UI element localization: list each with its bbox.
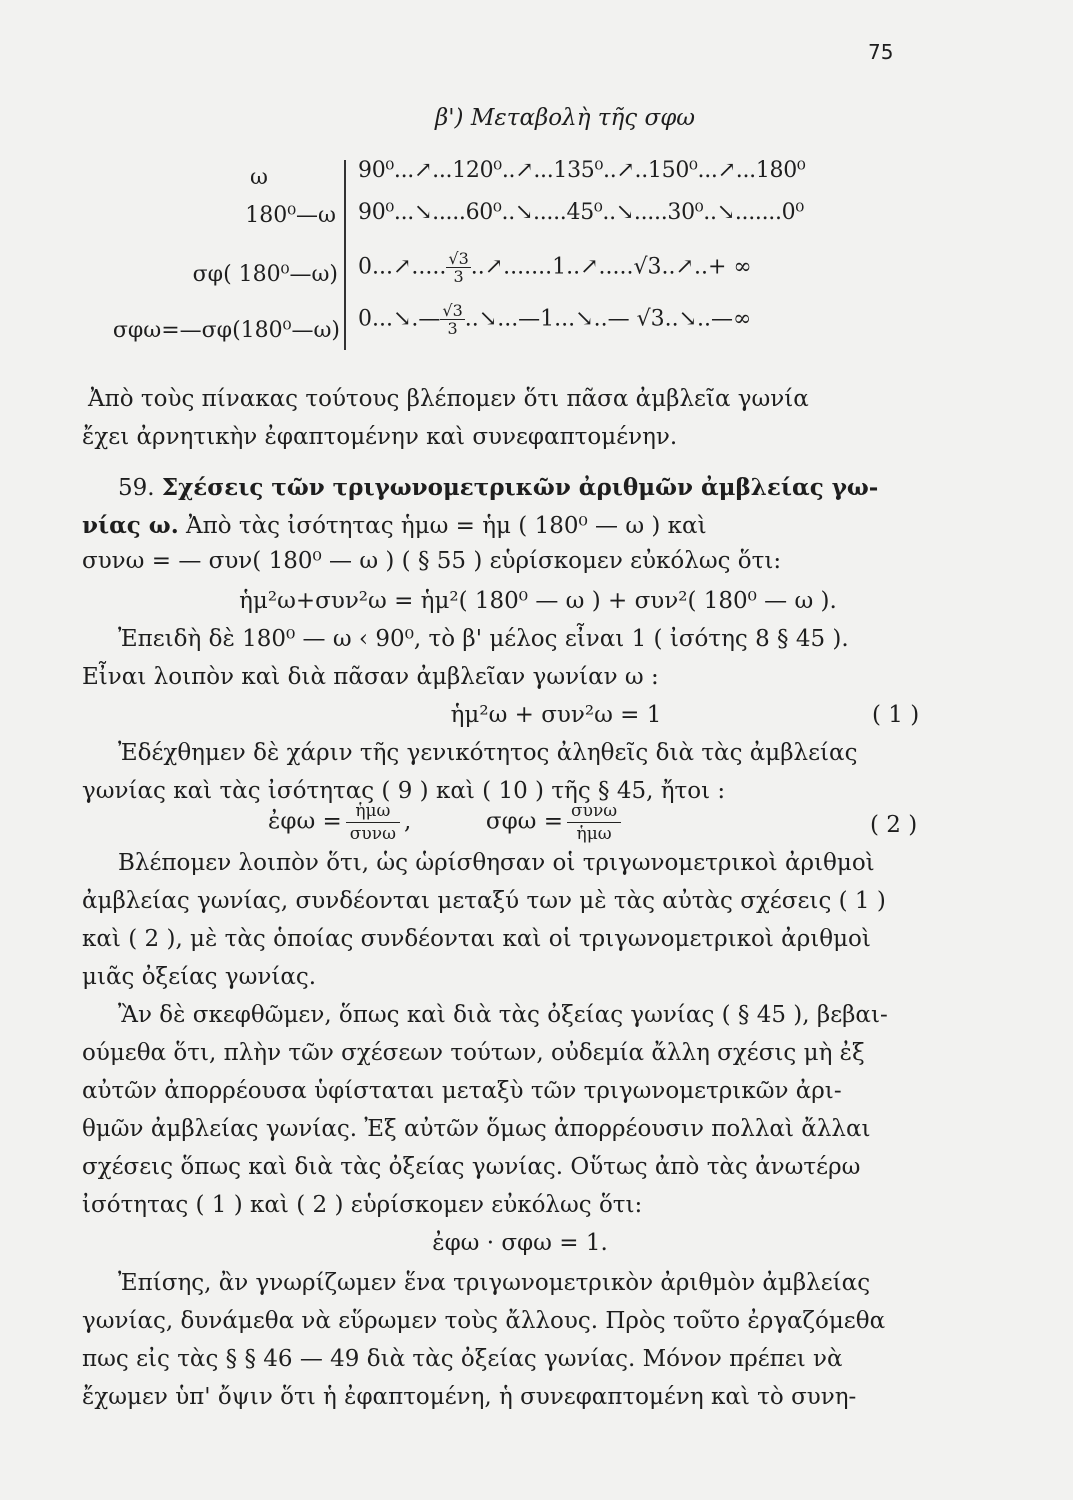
text-line: καὶ ( 2 ), μὲ τὰς ὁποίας συνδέονται καὶ οἱ τριγωνομετρικοὶ ἀριθμοὶ	[82, 926, 871, 952]
text-line: ἀμβλείας γωνίας, συνδέονται μεταξύ των μὲ τὰς αὐτὰς σχέσεις ( 1 )	[82, 888, 886, 914]
table-row-label-omega: ω	[250, 165, 268, 190]
section-title-cont: νίας ω.	[82, 512, 179, 539]
table-row-values-cot-omega	[358, 302, 751, 337]
table-row-values-omega: 90⁰...↗...120⁰..↗...135⁰..↗..150⁰...↗...180⁰	[358, 158, 806, 183]
text-line: Ἀπὸ τοὺς πίνακας τούτους βλέπομεν ὅτι πᾶσα ἀμβλεῖα γωνία	[88, 386, 809, 412]
equation-2: ἐφω = ἡμω συνω , σφω = συνω ἡμω	[268, 800, 625, 845]
text-line: νίας ω. Ἀπὸ τὰς ἰσότητας ἡμω = ἡμ ( 180⁰ — ω ) καὶ	[82, 512, 707, 539]
text-line: μιᾶς ὀξείας γωνίας.	[82, 964, 317, 990]
table-row-values-cot-180	[358, 250, 752, 285]
sqrt3-over-3-fraction: $\frac{√3}{3}$	[442, 301, 463, 338]
table-divider	[344, 160, 346, 350]
text-line: γωνίας, δυνάμεθα νὰ εὕρωμεν τοὺς ἄλλους. Πρὸς τοῦτο ἐργαζόμεθα	[82, 1308, 886, 1334]
values-start: 0...↗.....	[358, 254, 447, 280]
text-line: σχέσεις ὅπως καὶ διὰ τὰς ὀξείας γωνίας. Οὕτως ἀπὸ τὰς ἀνωτέρω	[82, 1154, 861, 1180]
equation-identity: ἡμ²ω+συν²ω = ἡμ²( 180⁰ — ω ) + συν²( 180⁰ — ω ).	[239, 588, 837, 614]
text-line: Ἐπειδὴ δὲ 180⁰ — ω ‹ 90⁰, τὸ β' μέλος εἶναι 1 ( ἰσότης 8 § 45 ).	[118, 626, 849, 652]
text-line: συνω = — συν( 180⁰ — ω ) ( § 55 ) εὑρίσκομεν εὐκόλως ὅτι:	[82, 548, 782, 574]
text-line: Βλέπομεν λοιπὸν ὅτι, ὡς ὡρίσθησαν οἱ τριγωνομετρικοὶ ἀριθμοὶ	[118, 850, 875, 876]
text-line: θμῶν ἀμβλείας γωνίας. Ἐξ αὐτῶν ὅμως ἀπορρέουσιν πολλαὶ ἄλλαι	[82, 1116, 871, 1142]
text-line: Εἶναι λοιπὸν καὶ διὰ πᾶσαν ἀμβλεῖαν γωνίαν ω :	[82, 664, 659, 690]
tan-fraction: ἡμω συνω	[346, 800, 400, 845]
equation-1-number: ( 1 )	[872, 702, 920, 728]
section-title: Σχέσεις τῶν τριγωνομετρικῶν ἀριθμῶν ἀμβλείας γω-	[161, 474, 879, 501]
text-line: αὐτῶν ἀπορρέουσα ὑφίσταται μεταξὺ τῶν τριγωνομετρικῶν ἀρι-	[82, 1078, 842, 1104]
values-end: ..↗.......1..↗.....√3..↗..+ ∞	[470, 254, 752, 280]
sqrt3-over-3-fraction: $\frac{√3}{3}$	[448, 249, 469, 286]
values-start: 0...↘.—	[358, 306, 441, 332]
text-line: ἔχει ἀρνητικὴν ἐφαπτομένην καὶ συνεφαπτομένην.	[82, 424, 678, 450]
text-line: Ἐδέχθημεν δὲ χάριν τῆς γενικότητος ἀληθεῖς διὰ τὰς ἀμβλείας	[118, 740, 858, 766]
equation-2-number: ( 2 )	[870, 812, 918, 838]
text-line: Ἐπίσης, ἂν γνωρίζωμεν ἕνα τριγωνομετρικὸν ἀριθμὸν ἀμβλείας	[118, 1270, 871, 1296]
text-line: ἔχωμεν ὑπ' ὄψιν ὅτι ἡ ἐφαπτομένη, ἡ συνεφαπτομένη καὶ τὸ συνη-	[82, 1384, 857, 1410]
text-line: ούμεθα ὅτι, πλὴν τῶν σχέσεων τούτων, οὐδεμία ἄλλη σχέσις μὴ ἐξ	[82, 1040, 865, 1066]
table-title: β') Μεταβολὴ τῆς σφω	[434, 105, 696, 131]
text-line: πως εἰς τὰς § § 46 — 49 διὰ τὰς ὀξείας γωνίας. Μόνον πρέπει νὰ	[82, 1346, 843, 1372]
equation-1: ἡμ²ω + συν²ω = 1	[450, 702, 662, 728]
section-heading	[118, 474, 878, 501]
table-row-label-cot-omega: σφω=—σφ(180⁰—ω)	[112, 318, 340, 343]
table-row-values-180-minus-omega: 90⁰...↘.....60⁰..↘.....45⁰..↘.....30⁰..↘.......0⁰	[358, 200, 804, 225]
page-number: 75	[868, 40, 894, 64]
table-row-label-cot-180: σφ( 180⁰—ω)	[192, 262, 338, 287]
values-end: ..↘...—1...↘..— √3..↘..—∞	[464, 306, 752, 332]
equation-3: ἐφω · σφω = 1.	[432, 1230, 608, 1256]
section-number: 59.	[118, 475, 155, 501]
cot-fraction: συνω ἡμω	[567, 800, 621, 845]
text-line: ἰσότητας ( 1 ) καὶ ( 2 ) εὑρίσκομεν εὐκόλως ὅτι:	[82, 1192, 643, 1218]
text-line: Ἂν δὲ σκεφθῶμεν, ὅπως καὶ διὰ τὰς ὀξείας γωνίας ( § 45 ), βεβαι-	[118, 1002, 888, 1028]
table-row-label-180-minus-omega: 180⁰—ω	[245, 203, 336, 228]
text-line: γωνίας καὶ τὰς ἰσότητας ( 9 ) καὶ ( 10 ) τῆς § 45, ἤτοι :	[82, 778, 726, 804]
